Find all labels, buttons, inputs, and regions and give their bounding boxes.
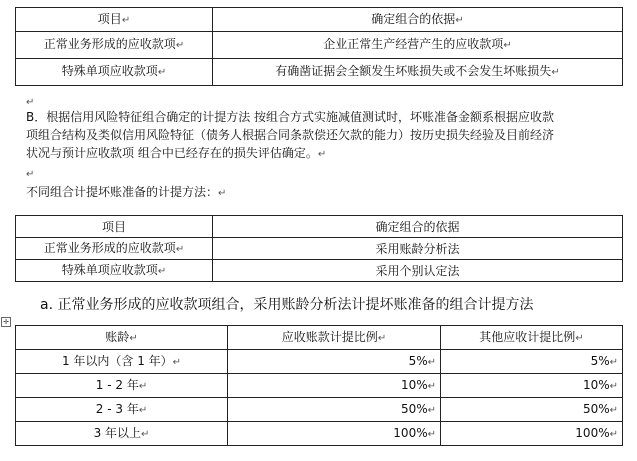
table-cell: 正常业务形成的应收款项↵ [16,238,213,260]
table-header-row [16,216,623,238]
table-row [16,422,623,446]
paragraph-b-line1: B．根据信用风险特征组合确定的计提方法 按组合方式实施减值测试时，坏账准备金额系根据应收款 [26,110,555,124]
table-row [16,374,623,398]
table-row [16,350,623,374]
table-cell: 3 年以上↵ [16,422,228,446]
table-grouping-basis-2 [15,215,623,282]
paragraph-method-intro: 不同组合计提坏账准备的计提方法：↵ [26,185,227,199]
table-cell: 采用账龄分析法 [213,238,623,260]
table-header-row [16,8,623,32]
table-cell: 100%↵ [228,422,441,446]
table-cell: 2 - 3 年↵ [16,398,228,422]
paragraph-b [26,108,626,164]
paragraph-b-line2: 项组合结构及类似信用风险特征（债务人根据合同条款偿还欠款的能力）按历史损失经验及目前经济 [26,128,555,142]
table-cell: 50%↵ [228,398,441,422]
table-cell: 10%↵ [441,374,623,398]
table-cell: 50%↵ [441,398,623,422]
table-grouping-basis-1 [15,7,623,86]
table-row [16,398,623,422]
table-cell: 企业正常生产经营产生的应收款项↵ [213,32,623,59]
table-cell: 5%↵ [441,350,623,374]
table-cell: 正常业务形成的应收款项↵ [16,32,213,59]
table-cell: 特殊单项应收款项↵ [16,260,213,282]
table-cell: 有确凿证据会全额发生坏账损失或不会发生坏账损失↵ [213,59,623,86]
section-heading-a: a. 正常业务形成的应收款项组合，采用账龄分析法计提坏账准备的组合计提方法 [40,297,534,313]
table-cell: 5%↵ [228,350,441,374]
paragraph-b-line3: 状况与预计应收款项 组合中已经存在的损失评估确定。↵ [26,146,327,160]
header-basis: 确定组合的依据 [213,216,623,238]
header-item: 项目 [16,216,213,238]
table-cell: 100%↵ [441,422,623,446]
table-aging-provision [15,325,623,446]
header-item: 项目↵ [16,8,213,32]
table-header-row [16,326,623,350]
header-basis: 确定组合的依据↵ [213,8,623,32]
table-row [16,59,623,86]
table-row [16,32,623,59]
empty-paragraph-mark: ↵ [26,97,35,108]
table-row [16,260,623,282]
empty-paragraph-mark: ↵ [26,169,35,180]
header-receivable-ratio: 应收账款计提比例↵ [228,326,441,350]
move-anchor-icon[interactable]: ✛ [1,317,11,327]
table-cell: 1 - 2 年↵ [16,374,228,398]
table-cell: 10%↵ [228,374,441,398]
header-other-ratio: 其他应收计提比例↵ [441,326,623,350]
header-aging: 账龄↵ [16,326,228,350]
table-cell: 采用个别认定法 [213,260,623,282]
table-cell: 特殊单项应收款项↵ [16,59,213,86]
table-cell: 1 年以内（含 1 年）↵ [16,350,228,374]
table-row [16,238,623,260]
